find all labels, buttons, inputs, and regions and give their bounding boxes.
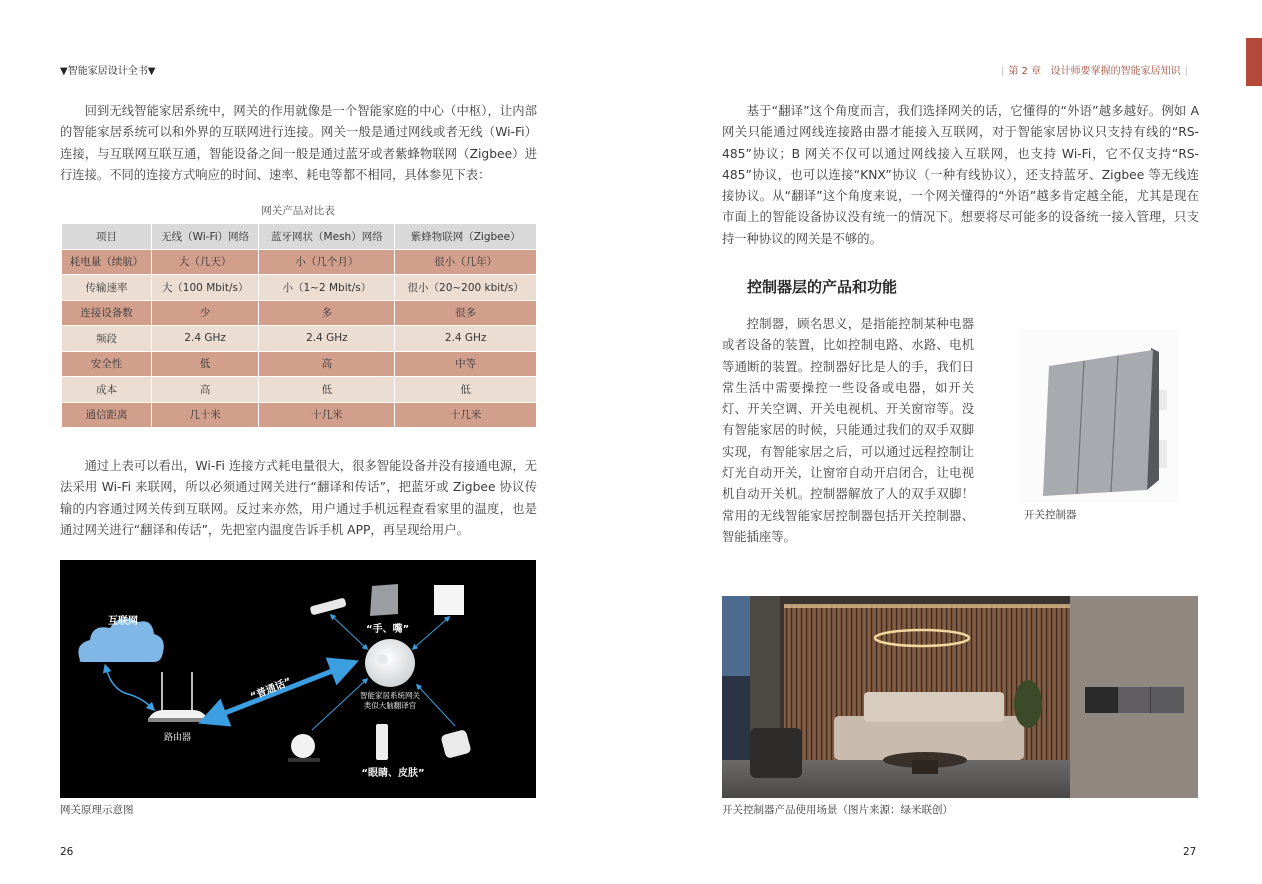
running-head-divider: | — [1000, 66, 1005, 77]
table-cell: 少 — [151, 300, 258, 326]
smart-panel-screen — [1085, 687, 1118, 713]
chapter-number: 第 2 章 — [1008, 66, 1042, 77]
motion-sensor-icon — [376, 724, 388, 760]
switch-caption: 开关控制器 — [1024, 509, 1077, 521]
table-cell: 传输速率 — [62, 275, 152, 301]
gateway-hub-icon — [365, 639, 415, 687]
table-cell: 频段 — [62, 326, 152, 352]
switch-controller-image — [1019, 330, 1179, 502]
chapter-title: 设计师要掌握的智能家居知识 — [1050, 66, 1181, 77]
living-room-scene-svg — [722, 596, 1198, 798]
controller-paragraph — [722, 314, 974, 548]
table-cell: 耗电量（续航） — [62, 249, 152, 275]
running-head-divider: | — [1184, 66, 1188, 77]
wall-switch-icon — [1019, 330, 1179, 502]
living-room-scene-image — [722, 596, 1198, 798]
mandarin-label: “普通话” — [249, 676, 294, 703]
running-head-left: ▼智能家居设计全书▼ — [60, 66, 156, 77]
router-label: 路由器 — [164, 733, 192, 743]
table-cell: 2.4 GHz — [151, 326, 258, 352]
table-cell: 十几米 — [259, 402, 395, 428]
table-cell: 2.4 GHz — [395, 326, 537, 352]
gateway-comparison-table — [61, 223, 537, 428]
eyes-skin-label: “眼睛、皮肤” — [361, 768, 425, 779]
table-cell: 十几米 — [395, 402, 537, 428]
gateway-diagram-svg — [60, 560, 536, 798]
page-number-right: 27 — [1183, 846, 1197, 858]
armchair — [750, 728, 802, 778]
gateway-label-line2: 类似大脑翻译官 — [363, 701, 417, 710]
second-paragraph — [60, 456, 537, 541]
table-cell: 低 — [151, 351, 258, 377]
second-paragraph-text: 通过上表可以看出，Wi-Fi 连接方式耗电量很大，很多智能设备并没有接通电源，无法采用 Wi-Fi 来联网，所以必须通过网关进行“翻译和传话”，把蓝牙或 Zigbee 协议传输的内容通过网关传到互联网。反过来亦然，用户通过手机远程查看家里的温度，也是通过网关进行“翻译和传话”，先把室内温度告诉手机 APP，再呈现给用户。 — [60, 459, 537, 537]
table-row — [62, 249, 537, 275]
sensor-gateway-arrow — [312, 680, 366, 730]
table-row — [62, 377, 537, 403]
table-caption: 网关产品对比表 — [261, 205, 335, 217]
table-cell: 大（100 Mbit/s） — [151, 275, 258, 301]
table-row — [62, 351, 537, 377]
table-cell: 高 — [259, 351, 395, 377]
diagram-caption: 网关原理示意图 — [60, 804, 134, 816]
table-cell: 连接设备数 — [62, 300, 152, 326]
table-cell: 高 — [151, 377, 258, 403]
sensor-shadow — [288, 758, 320, 762]
first-paragraph-text: 基于“翻译”这个角度而言，我们选择网关的话，它懂得的“外语”越多越好。例如 A 网关只能通过网线连接路由器才能接入互联网，对于智能家居协议只支持有线的“RS-485”协议；B 网关不仅可以通过网线接入互联网，也支持 Wi-Fi，它不仅支持“RS-485”协议，也可以连接“KNX”协议（一种有线协议），还支持蓝牙、Zigbee 等无线连接协议。从“翻译”这个角度来说，一个网关懂得的“外语”越多肯定越全能，尤其是现在市面上的智能设备协议没有统一的情况下。想要将尽可能多的设备统一接入管理，只支持一种协议的网关是不够的。 — [722, 104, 1199, 246]
table-row — [62, 275, 537, 301]
gateway-label-line1: 智能家居系统网关 — [360, 691, 420, 700]
chapter-tab-marker — [1246, 38, 1262, 86]
table-cell: 多 — [259, 300, 395, 326]
socket-gateway-arrow — [414, 618, 448, 648]
table-header-cell: 蓝牙网状（Mesh）网络 — [259, 224, 395, 250]
hands-mouth-label: “手、嘴” — [366, 624, 410, 635]
curtain-gateway-arrow — [332, 616, 366, 648]
table-row — [62, 300, 537, 326]
table-cell: 很小（20~200 kbit/s） — [395, 275, 537, 301]
first-paragraph — [722, 101, 1199, 250]
table-header-row — [62, 224, 537, 250]
controller-paragraph-text: 控制器，顾名思义，是指能控制某种电器或者设备的装置，比如控制电路、水路、电机等通断的装置。控制器好比是人的手，我们日常生活中需要操控一些设备或电器，如开关灯、开关空调、开关电视机、开关窗帘等。没有智能家居的时候，只能通过我们的双手双脚实现，有智能家居之后，可以通过远程控制让灯光自动开关，让窗帘自动开启闭合，让电视机自动开关机。控制器解放了人的双手双脚！常用的无线智能家居控制器包括开关控制器、智能插座等。 — [722, 317, 974, 544]
scene-caption: 开关控制器产品使用场景（图片来源：绿米联创） — [722, 804, 953, 816]
table-cell: 低 — [259, 377, 395, 403]
table-cell: 很小（几年） — [395, 249, 537, 275]
wireless-button-icon — [440, 729, 471, 759]
page-number-left: 26 — [60, 846, 74, 858]
table-row — [62, 326, 537, 352]
wall-switch-icon — [370, 584, 398, 616]
temperature-sensor-icon — [291, 734, 315, 758]
table-header-cell: 紫蜂物联网（Zigbee） — [395, 224, 537, 250]
internet-label: 互联网 — [108, 616, 138, 627]
table-cell: 2.4 GHz — [259, 326, 395, 352]
gateway-hub-button — [378, 654, 388, 664]
table-cell: 大（几天） — [151, 249, 258, 275]
intro-paragraph — [60, 101, 537, 186]
right-page — [631, 0, 1262, 884]
table-cell: 成本 — [62, 377, 152, 403]
internet-router-arrow — [106, 668, 152, 708]
section-heading: 控制器层的产品和功能 — [747, 278, 898, 296]
gateway-diagram — [60, 560, 536, 798]
table-row — [62, 402, 537, 428]
table-cell: 安全性 — [62, 351, 152, 377]
table-cell: 几十米 — [151, 402, 258, 428]
table-cell: 很多 — [395, 300, 537, 326]
curtain-motor-icon — [310, 597, 347, 615]
table-cell: 低 — [395, 377, 537, 403]
table-cell: 中等 — [395, 351, 537, 377]
button-gateway-arrow — [418, 686, 455, 726]
router-icon — [148, 672, 208, 722]
table-cell: 小（1~2 Mbit/s） — [259, 275, 395, 301]
plant — [1014, 680, 1042, 728]
intro-paragraph-text: 回到无线智能家居系统中，网关的作用就像是一个智能家庭的中心（中枢），让内部的智能家居系统可以和外界的互联网进行连接。网关一般是通过网线或者无线（Wi-Fi）连接，与互联网互联互通，智能设备之间一般是通过蓝牙或者紫蜂物联网（Zigbee）进行连接。不同的连接方式响应的时间、速率、耗电等都不相同，具体参见下表： — [60, 104, 537, 182]
table-cell: 通信距离 — [62, 402, 152, 428]
table-header-cell: 项目 — [62, 224, 152, 250]
table-header-cell: 无线（Wi-Fi）网络 — [151, 224, 258, 250]
running-head-right — [997, 62, 1192, 77]
wall-socket-icon — [434, 585, 464, 615]
table-cell: 小（几个月） — [259, 249, 395, 275]
